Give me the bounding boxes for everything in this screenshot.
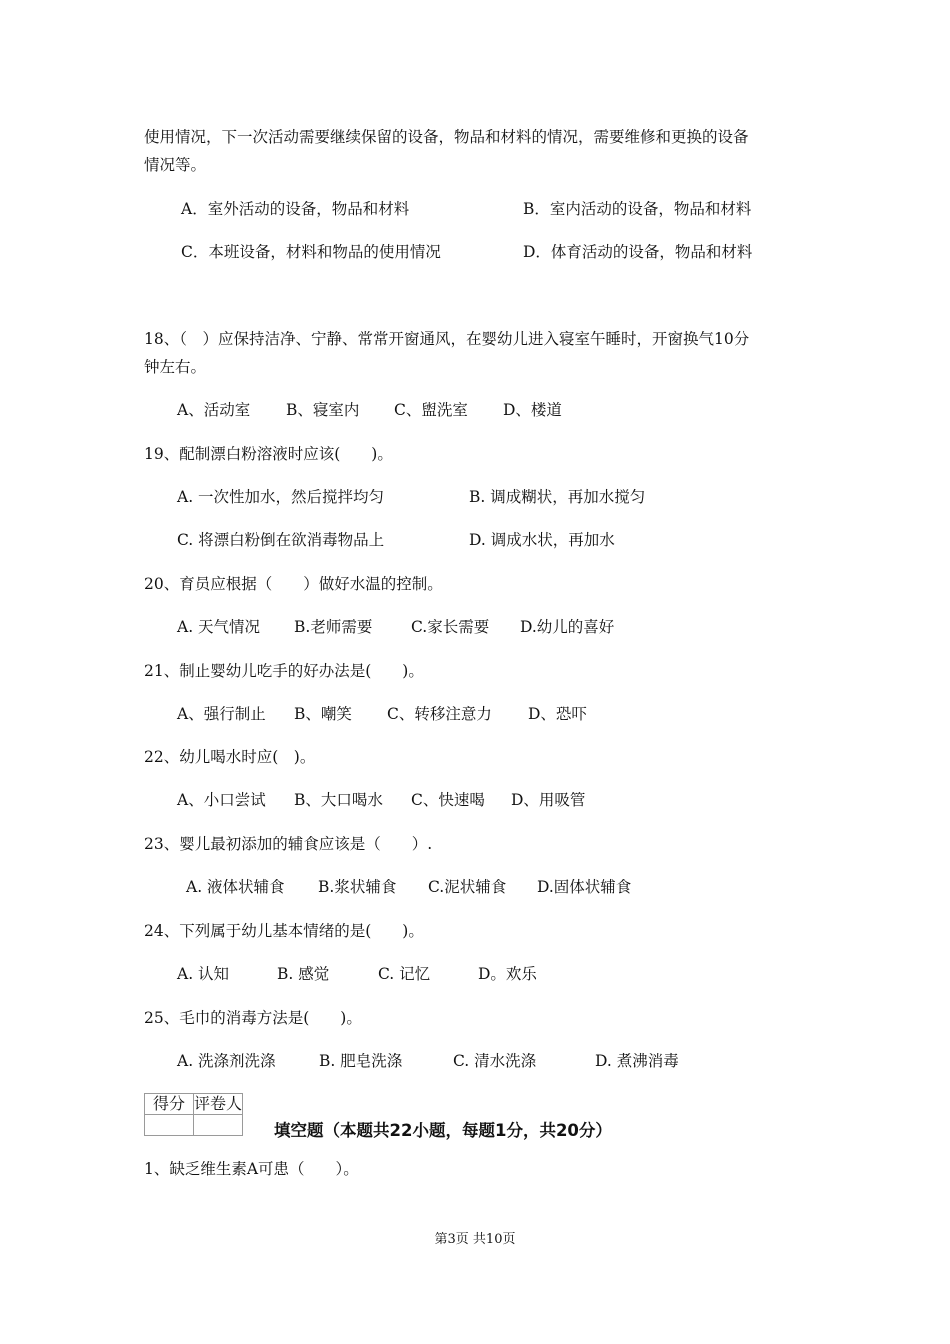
score-cell: [145, 1115, 194, 1136]
option-a: A. 洗涤剂洗涤: [177, 1052, 276, 1070]
option-a: A. 认知: [177, 965, 230, 983]
grader-cell: [194, 1115, 243, 1136]
option-c: C. 清水洗涤: [453, 1052, 537, 1070]
option-row: [0, 617, 950, 637]
option-row: [0, 242, 950, 262]
option-row: [0, 1051, 950, 1071]
question-21: 21、制止婴幼儿吃手的好办法是( )。: [144, 662, 424, 680]
option-row: [0, 964, 950, 984]
option-a: A．室外活动的设备，物品和材料: [181, 200, 410, 218]
option-row: [0, 199, 950, 219]
section-title: 填空题（本题共22小题，每题1分，共20分）: [274, 1121, 612, 1140]
option-a: A. 天气情况: [177, 618, 261, 636]
option-c: C、快速喝: [411, 791, 485, 809]
grader-label: 评卷人: [194, 1094, 243, 1113]
option-c: C、盥洗室: [394, 401, 468, 419]
option-d: D.幼儿的喜好: [520, 618, 615, 636]
option-b: B.老师需要: [294, 618, 373, 636]
option-a: A. 液体状辅食: [186, 878, 285, 896]
option-a: A、强行制止: [177, 705, 266, 723]
option-a: A. 一次性加水，然后搅拌均匀: [177, 488, 385, 506]
option-d: D、恐吓: [528, 705, 587, 723]
option-row: [0, 790, 950, 810]
option-d: D、楼道: [503, 401, 562, 419]
option-c: C. 将漂白粉倒在欲消毒物品上: [177, 531, 385, 549]
question-22: 22、幼儿喝水时应( )。: [144, 748, 316, 766]
option-c: C．本班设备，材料和物品的使用情况: [181, 243, 441, 261]
question-18-cont: 钟左右。: [144, 358, 207, 376]
option-b: B、嘲笑: [294, 705, 352, 723]
question-20: 20、育员应根据（ ）做好水温的控制。: [144, 575, 443, 593]
option-d: D.固体状辅食: [537, 878, 632, 896]
question-23: 23、婴儿最初添加的辅食应该是（ ）.: [144, 835, 433, 853]
page-footer: 第3页 共10页: [434, 1232, 516, 1247]
option-row: [0, 400, 950, 420]
option-a: A、活动室: [177, 401, 251, 419]
question-24: 24、下列属于幼儿基本情绪的是( )。: [144, 922, 424, 940]
option-b: B.浆状辅食: [318, 878, 397, 896]
option-d: D。欢乐: [478, 965, 537, 983]
option-a: A、小口尝试: [177, 791, 266, 809]
option-c: C.泥状辅食: [428, 878, 507, 896]
option-b: B、寝室内: [286, 401, 360, 419]
option-row: [0, 487, 950, 507]
option-b: B、大口喝水: [294, 791, 383, 809]
option-d: D．体育活动的设备，物品和材料: [523, 243, 753, 261]
option-b: B. 感觉: [277, 965, 330, 983]
score-label: 得分: [145, 1094, 194, 1115]
option-c: C、转移注意力: [387, 705, 492, 723]
option-row: [0, 530, 950, 550]
option-row: [0, 877, 950, 897]
paragraph-line: 情况等。: [144, 156, 207, 174]
score-table: [144, 1093, 243, 1136]
option-d: D、用吸管: [511, 791, 586, 809]
question-25: 25、毛巾的消毒方法是( )。: [144, 1009, 362, 1027]
option-d: D. 煮沸消毒: [595, 1052, 679, 1070]
question-19: 19、配制漂白粉溶液时应该( )。: [144, 445, 393, 463]
option-b: B. 调成糊状，再加水搅匀: [469, 488, 646, 506]
option-b: B. 肥皂洗涤: [319, 1052, 403, 1070]
option-c: C. 记忆: [378, 965, 431, 983]
option-b: B．室内活动的设备，物品和材料: [523, 200, 752, 218]
option-c: C.家长需要: [411, 618, 490, 636]
question-18: 18、（ ）应保持洁净、宁静、常常开窗通风，在婴幼儿进入寝室午睡时，开窗换气10分: [144, 330, 750, 348]
paragraph-line: 使用情况，下一次活动需要继续保留的设备，物品和材料的情况，需要维修和更换的设备: [144, 128, 749, 146]
fill-blank-question-1: 1、缺乏维生素A可患（ ）。: [144, 1160, 359, 1178]
option-row: [0, 704, 950, 724]
option-d: D. 调成水状，再加水: [469, 531, 615, 549]
